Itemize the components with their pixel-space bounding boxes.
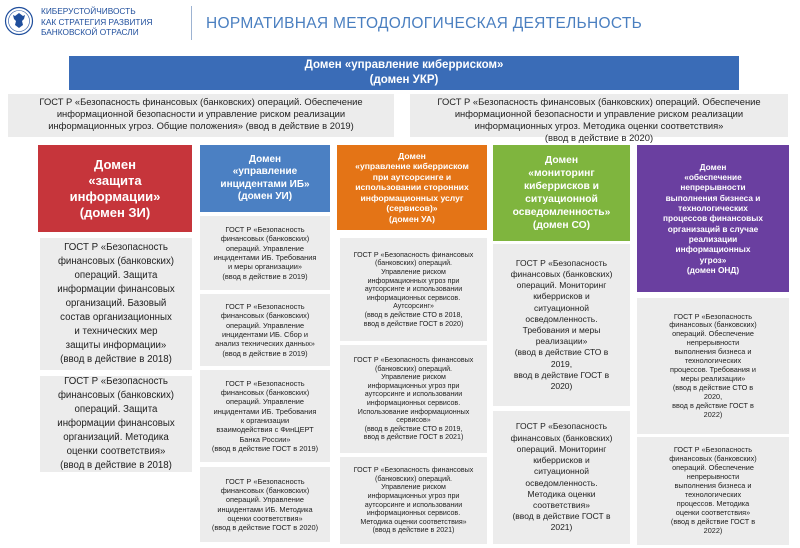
standard-line: ГОСТ Р «Безопасность финансовых: [353, 466, 474, 475]
ukr-standard-assessment: [410, 94, 788, 143]
bank-emblem-icon: [4, 6, 34, 36]
domain-so-line: киберрисков и: [523, 181, 600, 192]
standard-line: информационных сервисов.: [366, 293, 461, 302]
standard-line: финансовых (банковских): [669, 320, 757, 330]
standard-line: Использование информационных: [357, 407, 470, 416]
standard-line: реализации»: [535, 336, 588, 347]
standard-line: информационных угроз при: [367, 276, 460, 285]
standard-line: информационных угроз при: [367, 491, 460, 500]
standard-line: операций. Обеспечение: [672, 329, 754, 339]
domain-zi-line: «защита: [88, 172, 142, 188]
standard-line: ГОСТ Р «Безопасность финансовых (банковских) операций. Обеспечение: [39, 96, 363, 107]
domain-ond-line: процессов финансовых: [663, 213, 763, 224]
domain-ond-line: технологических: [678, 203, 748, 214]
standard-line: финансовых (банковских): [57, 390, 175, 401]
domain-ua-line: «управление киберриском: [355, 161, 469, 172]
standard-line: Управление риском: [381, 373, 446, 382]
standard-line: (ввод в действие ГОСТ в 2020): [211, 523, 319, 533]
standard-line: Методика оценки соответствия»: [360, 517, 467, 526]
standard-line: аутсорсинге и использовании: [364, 500, 463, 509]
ond-standard-requirements: [637, 298, 789, 434]
standard-line: сервисов»: [396, 416, 431, 425]
standard-line: соответствия»: [533, 499, 590, 510]
standard-line: 2019,: [550, 358, 573, 369]
standard-line: ввод в действие ГОСТ в 2020): [363, 319, 464, 328]
standard-line: информации финансовых: [57, 284, 175, 295]
standard-line: выполнения бизнеса и: [674, 347, 752, 357]
standard-line: операций. Мониторинг: [516, 280, 607, 291]
domain-ukr-banner: [69, 56, 739, 90]
standard-line: информационных угроз. Методика оценки соответствия»: [474, 120, 724, 131]
organization-name-line: КИБЕРУСТОЙЧИВОСТЬ: [41, 6, 136, 16]
standard-line: 2021): [550, 522, 573, 533]
standard-line: организаций. Базовый: [65, 298, 167, 309]
standard-line: организаций. Методика: [63, 432, 169, 443]
standard-line: финансовых (банковских): [510, 268, 613, 279]
domain-ua-line: Домен: [398, 151, 426, 162]
standard-line: (ввод в действие в 2020): [544, 132, 654, 143]
standard-line: финансовых (банковских): [220, 388, 310, 398]
standard-line: ГОСТ Р «Безопасность: [64, 242, 168, 253]
organization-name-line: БАНКОВСКОЙ ОТРАСЛИ: [41, 27, 139, 37]
standard-line: защиты информации»: [65, 340, 167, 351]
standard-line: (ввод в действие в 2021): [372, 526, 455, 535]
standard-line: ГОСТ Р «Безопасность финансовых: [353, 356, 474, 365]
standard-line: процессов. Методика: [676, 498, 750, 508]
standard-line: операций. Мониторинг: [516, 443, 607, 454]
domain-ui-line: Домен: [248, 153, 282, 165]
standard-line: 2022): [703, 409, 723, 419]
standard-line: ГОСТ Р «Безопасность: [515, 257, 608, 268]
standard-line: операций. Управление: [225, 243, 305, 253]
ui-standard-assessment: [200, 467, 330, 542]
standard-line: осведомленность.: [525, 313, 598, 324]
standard-line: ГОСТ Р «Безопасность: [673, 445, 753, 455]
standard-line: ГОСТ Р «Безопасность: [515, 421, 608, 432]
domain-so-line: Домен: [544, 155, 579, 166]
standard-line: Банка России»: [239, 434, 291, 444]
standard-line: инцидентами ИБ. Требования: [213, 406, 317, 416]
domain-ond-line: (домен ОНД): [686, 264, 740, 275]
standard-line: (ввод в действие СТО в: [514, 347, 609, 358]
standard-line: финансовых (банковских): [57, 256, 175, 267]
standard-line: (ввод в действие в 2018): [60, 460, 172, 471]
domain-ui-line: «управление: [232, 166, 298, 177]
standard-line: ГОСТ Р «Безопасность: [64, 376, 168, 387]
standard-line: финансовых (банковских): [220, 234, 310, 244]
domain-ua-line: использовании сторонних: [355, 182, 469, 193]
standard-line: операций. Управление: [225, 495, 305, 505]
standard-line: инцидентами ИБ. Сбор и: [222, 330, 308, 339]
ua-standard-services: [340, 345, 487, 453]
domain-ond-line: угроз»: [699, 254, 727, 265]
standard-line: и меры организации»: [227, 262, 302, 272]
ui-standard-fincert: [200, 370, 330, 462]
standard-line: ввод в действие ГОСТ в 2021): [363, 433, 464, 442]
ui-standard-data-collection: [200, 294, 330, 366]
standard-line: инцидентами ИБ. Методика: [217, 504, 313, 514]
domain-ukr-line: Домен «управление киберриском»: [304, 59, 504, 71]
standard-line: (ввод в действие СТО в: [672, 382, 754, 392]
standard-line: операций. Защита: [74, 270, 158, 281]
domain-so-header: [493, 145, 630, 241]
domain-ukr-line: (домен УКР): [369, 74, 439, 86]
standard-line: Управление риском: [381, 483, 446, 492]
organization-name-line: КАК СТРАТЕГИЯ РАЗВИТИЯ: [41, 16, 153, 27]
standard-line: информационных сервисов.: [366, 399, 461, 407]
domain-so-line: ситуационной: [525, 194, 598, 205]
domain-ond-line: Домен: [699, 161, 727, 172]
domain-zi-line: Домен: [94, 156, 136, 172]
domain-ua-line: (сервисов)»: [386, 203, 438, 214]
standard-line: Управление риском: [381, 268, 446, 277]
standard-line: киберрисков и: [533, 291, 590, 302]
zi-standard-assessment: [40, 376, 192, 472]
standard-line: осведомленность.: [525, 477, 598, 488]
standard-line: оценки соответствия»: [227, 513, 303, 523]
standard-line: операций. Управление: [225, 397, 305, 407]
standard-line: операций. Управление: [225, 320, 305, 330]
standard-line: технологических: [684, 490, 742, 499]
standard-line: информационных сервисов.: [366, 509, 461, 518]
standard-line: информационных угроз при: [367, 381, 460, 390]
standard-line: (ввод в действие ГОСТ в 2019): [211, 443, 319, 453]
domain-zi-line: (домен ЗИ): [79, 204, 151, 220]
standard-line: 2020): [550, 381, 573, 392]
domain-ui-line: (домен УИ): [237, 191, 293, 202]
domain-ui-line: инцидентами ИБ»: [220, 178, 310, 190]
standard-line: (банковских) операций.: [374, 474, 453, 483]
domain-ond-line: организаций в случае: [667, 223, 759, 234]
standard-line: ГОСТ Р «Безопасность финансовых: [353, 250, 474, 259]
standard-line: ГОСТ Р «Безопасность: [673, 311, 753, 321]
standard-line: операций. Защита: [74, 404, 158, 415]
standard-line: выполнения бизнеса и: [674, 481, 752, 491]
domain-ua-header: [337, 145, 487, 230]
standard-line: финансовых (банковских): [220, 311, 310, 321]
ua-standard-assessment: [340, 457, 487, 544]
standard-line: Аутсорсинг»: [393, 302, 434, 311]
standard-line: ситуационной: [533, 466, 590, 477]
so-standard-assessment: [493, 411, 630, 544]
domain-so-line: «мониторинг: [528, 168, 595, 179]
standard-line: анализ технических данных»: [215, 339, 315, 349]
standard-line: инцидентами ИБ. Требования: [213, 253, 317, 262]
standard-line: (банковских) операций.: [374, 364, 453, 373]
standard-line: информационной безопасности и управление риском реализации: [56, 108, 346, 119]
standard-line: ввод в действие ГОСТ в: [672, 400, 754, 410]
standard-line: взаимодействия с ФинЦЕРТ: [216, 425, 314, 435]
standard-line: ГОСТ Р «Безопасность: [225, 302, 305, 312]
organization-name: [41, 6, 186, 38]
standard-line: финансовых (банковских): [220, 485, 310, 495]
zi-standard-basic-measures: [40, 238, 192, 370]
standard-line: (ввод в действие в 2018): [60, 354, 172, 365]
standard-line: киберрисков и: [533, 455, 590, 466]
domain-ui-header: [200, 145, 330, 212]
standard-line: процессов. Требования и: [670, 365, 756, 374]
standard-line: информационных угроз. Общие положения» (ввод в действие в 2019): [48, 120, 354, 131]
domain-ond-line: реализации: [688, 233, 738, 244]
domain-ond-line: информационных: [675, 244, 751, 255]
ond-standard-assessment: [637, 437, 789, 545]
standard-line: Методика оценки: [527, 488, 596, 499]
domain-ond-line: непрерывности: [680, 182, 746, 193]
standard-line: (банковских) операций.: [374, 259, 453, 268]
standard-line: оценки соответствия»: [66, 446, 166, 457]
standard-line: оценки соответствия»: [675, 507, 751, 517]
standard-line: к организации: [240, 416, 290, 425]
standard-line: Требования и меры: [522, 325, 601, 335]
standard-line: аутсорсинге и использовании: [364, 285, 463, 294]
domain-so-line: осведомленность»: [512, 207, 611, 218]
standard-line: ГОСТ Р «Безопасность: [225, 225, 305, 235]
ui-standard-requirements: [200, 216, 330, 290]
standard-line: состав организационных: [60, 312, 172, 323]
standard-line: операций. Обеспечение: [672, 463, 754, 473]
standard-line: ГОСТ Р «Безопасность: [225, 476, 305, 486]
standard-line: меры реализации»: [680, 373, 746, 383]
ukr-standard-general: [8, 94, 394, 137]
standard-line: ГОСТ Р «Безопасность: [225, 378, 305, 388]
domain-zi-line: информации»: [69, 188, 161, 204]
so-standard-requirements: [493, 244, 630, 406]
header-divider: [191, 6, 192, 40]
standard-line: 2020,: [703, 391, 723, 401]
standard-line: 2022): [703, 525, 723, 535]
standard-line: технологических: [684, 356, 742, 366]
standard-line: непрерывности: [686, 338, 740, 348]
domain-ond-line: «обеспечение: [684, 172, 742, 183]
standard-line: (ввод в действие СТО в 2018,: [364, 310, 463, 319]
domain-ond-header: [637, 145, 789, 292]
standard-line: ГОСТ Р «Безопасность финансовых (банковских) операций. Обеспечение: [437, 96, 761, 107]
standard-line: непрерывности: [686, 472, 740, 482]
domain-ond-line: выполнения бизнеса и: [665, 192, 761, 203]
page-title: НОРМАТИВНАЯ МЕТОДОЛОГИЧЕСКАЯ ДЕЯТЕЛЬНОСТЬ: [206, 15, 643, 32]
standard-line: ситуационной: [533, 302, 590, 313]
standard-line: информационной безопасности и управление риском реализации: [454, 108, 744, 119]
standard-line: и технических мер: [74, 326, 158, 337]
header: [0, 0, 800, 50]
standard-line: финансовых (банковских): [669, 454, 757, 464]
standard-line: информации финансовых: [57, 418, 175, 429]
standard-line: финансовых (банковских): [510, 432, 613, 443]
standard-line: (ввод в действие ГОСТ в: [670, 516, 756, 526]
standard-line: (ввод в действие в 2019): [222, 348, 308, 358]
domain-ua-line: информационных услуг: [360, 192, 464, 203]
standard-line: (ввод в действие в 2019): [222, 271, 308, 281]
standard-line: (ввод в действие ГОСТ в: [512, 511, 611, 522]
domain-ua-line: при аутсорсинге и: [372, 171, 452, 182]
ua-standard-outsourcing: [340, 238, 487, 341]
standard-line: аутсорсинге и использовании: [364, 390, 463, 399]
standard-line: (ввод в действие СТО в 2019,: [364, 424, 463, 433]
domain-so-line: (домен СО): [532, 220, 591, 231]
domain-ua-line: (домен УА): [389, 213, 435, 224]
standard-line: ввод в действие ГОСТ в: [513, 369, 610, 380]
domain-zi-header: [38, 145, 192, 232]
